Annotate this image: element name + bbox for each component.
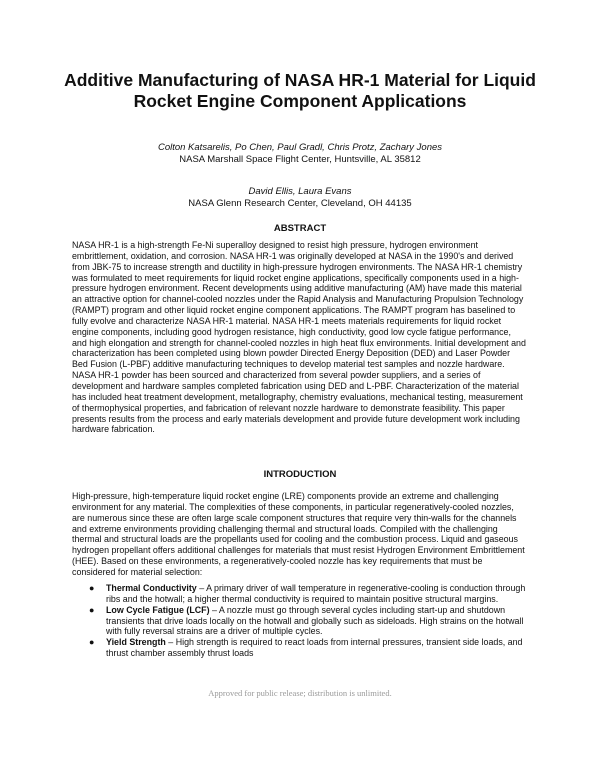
author-block-msfc [60, 142, 540, 166]
bullet-icon: ● [89, 604, 95, 615]
paper-title: Additive Manufacturing of NASA HR-1 Material for Liquid Rocket Engine Component Applications [64, 70, 536, 111]
bullet-term: Low Cycle Fatigue (LCF) [106, 604, 210, 615]
author-affiliation: NASA Marshall Space Flight Center, Huntsville, AL 35812 [179, 154, 421, 165]
bullet-icon: ● [89, 583, 95, 593]
bullet-term: Thermal Conductivity [106, 583, 197, 593]
bullet-term: Yield Strength [106, 637, 166, 648]
bullet-text: – High strength is required to react loads from internal pressures, transient side loads, and thrust chamber assembly thrust loads [106, 637, 523, 659]
bullet-text: – A primary driver of wall temperature in regenerative-cooling is conduction through ribs and the hotwall; a higher thermal conductivity is required to maintain positive structural margins. [106, 583, 526, 604]
list-item [72, 637, 528, 659]
list-item [72, 583, 528, 605]
author-names: David Ellis, Laura Evans [248, 186, 352, 197]
bullet-icon: ● [89, 637, 95, 648]
author-names: Colton Katsarelis, Po Chen, Paul Gradl, Chris Protz, Zachary Jones [157, 142, 443, 153]
introduction-text: High-pressure, high-temperature liquid rocket engine (LRE) components provide an extreme and challenging environment for any material. The complexities of these components, in particular regeneratively-cooled nozzles, are numerous since these are often large scale component structures that require very thin-walls for the channels and extreme environments providing challenging thermal and structural loads. Compiled with the challenging thermal and structural loads are the propellants used for cooling and the combustion process. Liquid and gaseous hydrogen propellant offers additional challenges for materials that must resist Hydrogen Environment Embrittlement (HEE). Based on these environments, a regeneratively-cooled nozzle has key requirements that must be considered for material selection: [72, 491, 525, 577]
list-item [72, 605, 528, 638]
introduction-heading: INTRODUCTION [263, 469, 337, 480]
abstract-heading: ABSTRACT [273, 223, 327, 234]
author-block-grc [60, 186, 540, 210]
requirements-list [72, 583, 528, 659]
author-affiliation: NASA Glenn Research Center, Cleveland, OH 44135 [188, 198, 412, 209]
bullet-text: – A nozzle must go through several cycles including start-up and shutdown transients that drive loads locally on the hotwall and globally such as sideloads. High strains on the hotwall with fully reversal strains are a driver of multiple cycles. [106, 604, 524, 637]
release-footer: Approved for public release; distribution is unlimited. [208, 688, 392, 698]
abstract-text: NASA HR-1 is a high-strength Fe-Ni superalloy designed to resist high pressure, hydrogen environment embrittlement, oxidation, and corrosion. NASA HR-1 was originally developed at NASA in the 1990's and derived from JBK-75 to increase strength and ductility in high-pressure hydrogen environments. The NASA HR-1 chemistry was formulated to meet requirements for liquid rocket engine applications, specifically components used in a high-pressure hydrogen environment. Recent developments using additive manufacturing (AM) have made this material an attractive option for channel-cooled nozzles under the Rapid Analysis and Manufacturing Propulsion Technology (RAMPT) program and other liquid rocket engine component applications. The RAMPT program has baselined to fully evolve and characterize NASA HR-1 material. NASA HR-1 meets materials requirements for liquid rocket engine components, including good hydrogen resistance, high conductivity, good low cycle fatigue performance, and high elongation and strength for channel-cooled nozzles in high heat flux environments. Initial development and characterization has been completed using blown powder Directed Energy Deposition (DED) and Laser Powder Bed Fusion (L-PBF) additive manufacturing techniques to develop material test samples and nozzle hardware. NASA HR-1 powder has been sourced and characterized from several powder suppliers, and a series of development and hardware samples completed fabrication using DED and L-PBF. Characterization of the material has included heat treatment development, metallography, chemistry evaluations, mechanical testing, measurement of thermophysical properties, and fabrication of relevant nozzle hardware to demonstrate feasibility. This paper presents results from the process and early materials development and provide future development work including hardware fabrication. [72, 240, 526, 435]
